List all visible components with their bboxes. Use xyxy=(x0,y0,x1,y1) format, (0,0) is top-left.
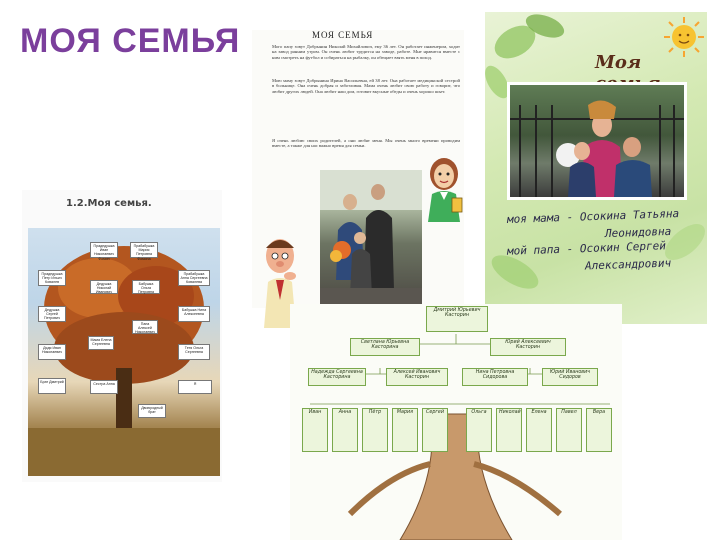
tree-box: Двоюродный брат xyxy=(138,404,166,418)
father-label: мой папа - Осокин Сергей xyxy=(506,239,667,258)
slide-title: МОЯ СЕМЬЯ xyxy=(20,22,241,60)
essay-paragraph-2: Мою маму зовут Добрынина Ирина Васильевна, ей 38 лет. Она работает медицинской сестрой в больнице. Она очень добрая и заботливая. Мама очень любит свою работу и говорит, что любит других людей. Она любит наш дом, готовит вкусные обеды и очень хорошо шьет. xyxy=(272,78,460,94)
teacher-cartoon xyxy=(418,152,470,222)
essay-heading: МОЯ СЕМЬЯ xyxy=(312,30,374,40)
tree-box: Прабабушка Анна Сергеевна Ковалева xyxy=(178,270,210,286)
tree-box: Я xyxy=(178,380,212,394)
tree-box: Папа Алексей Николаевич xyxy=(132,320,158,334)
tree-node-grandparent: Нина Петровна Сидорова xyxy=(462,368,528,386)
tree-box: Дедушка Николай Иванович xyxy=(90,280,118,294)
tree-node-ancestor: Павел xyxy=(556,408,582,452)
mother-label: моя мама - Осокина Татьяна xyxy=(506,206,680,227)
tree-node-parent: Юрий Алексеевич Касторин xyxy=(490,338,566,356)
tree-node-grandparent: Надежда Сергеевна Касторина xyxy=(308,368,366,386)
tree-node-ancestor: Ольга xyxy=(466,408,492,452)
tree-page xyxy=(22,190,222,482)
tree-box: Дядя Иван Николаевич xyxy=(38,344,66,360)
tree-node-root: Дмитрий Юрьевич Касторин xyxy=(426,306,488,332)
tree-box: Прадедушка Иван Николаевич Фомин xyxy=(90,242,118,258)
tree-box: Мама Елена Сергеевна xyxy=(88,336,114,350)
drawn-family-tree xyxy=(290,304,622,540)
tree-node-ancestor: Анна xyxy=(332,408,358,452)
tree-box: Тетя Ольга Сергеевна xyxy=(178,344,210,360)
tree-box: Прадедушка Петр Ильич Ковалев xyxy=(38,270,66,286)
essay-paragraph-1: Мого папу зовут Добрынин Николай Михайлович, ему 36 лет. Он работает инженером, ходит на завод ранним утром. Он очень любит трудится на заводе, работе. Мне нравится вместе с ним смотреть на футбол и собираться на рыбалку, он обещает взять меня в поход. xyxy=(272,44,460,60)
essay-paragraph-3: Я очень люблю своих родителей, а они любят меня. Мы очень много времени проводим вместе, а также для нас важно время для семьи. xyxy=(272,138,460,149)
family-photo xyxy=(320,170,422,304)
tree-box: Прабабушка Мария Петровна Фомина xyxy=(130,242,158,258)
tree-node-grandparent: Юрий Иванович Сидоров xyxy=(542,368,598,386)
tree-node-ancestor: Николай xyxy=(496,408,522,452)
mother-patronymic: Леонидовна xyxy=(604,224,672,241)
tree-box: Дедушка Сергей Петрович xyxy=(38,306,66,322)
father-patronymic: Александрович xyxy=(584,256,672,273)
tree-photo xyxy=(28,228,220,476)
tree-node-ancestor: Пётр xyxy=(362,408,388,452)
tree-node-ancestor: Мария xyxy=(392,408,418,452)
tree-heading: 1.2.Моя семья. xyxy=(66,198,152,209)
scrapbook-family-photo xyxy=(507,82,687,200)
tree-box: Сестра Анна xyxy=(90,380,118,394)
tree-box: Бабушка Нина Алексеевна xyxy=(178,306,210,322)
tree-node-ancestor: Вера xyxy=(586,408,612,452)
tree-node-grandparent: Алексей Иванович Касторин xyxy=(386,368,448,386)
tree-node-ancestor: Иван xyxy=(302,408,328,452)
tree-box: Брат Дмитрий xyxy=(38,378,66,394)
tree-node-ancestor: Сергей xyxy=(422,408,448,452)
scrapbook-title: Моя xyxy=(595,52,642,73)
tree-node-parent: Светлана Юрьевна Касторина xyxy=(350,338,420,356)
tree-box: Бабушка Ольга Петровна xyxy=(132,280,160,294)
scrapbook-page xyxy=(485,12,707,324)
tree-node-ancestor: Елена xyxy=(526,408,552,452)
